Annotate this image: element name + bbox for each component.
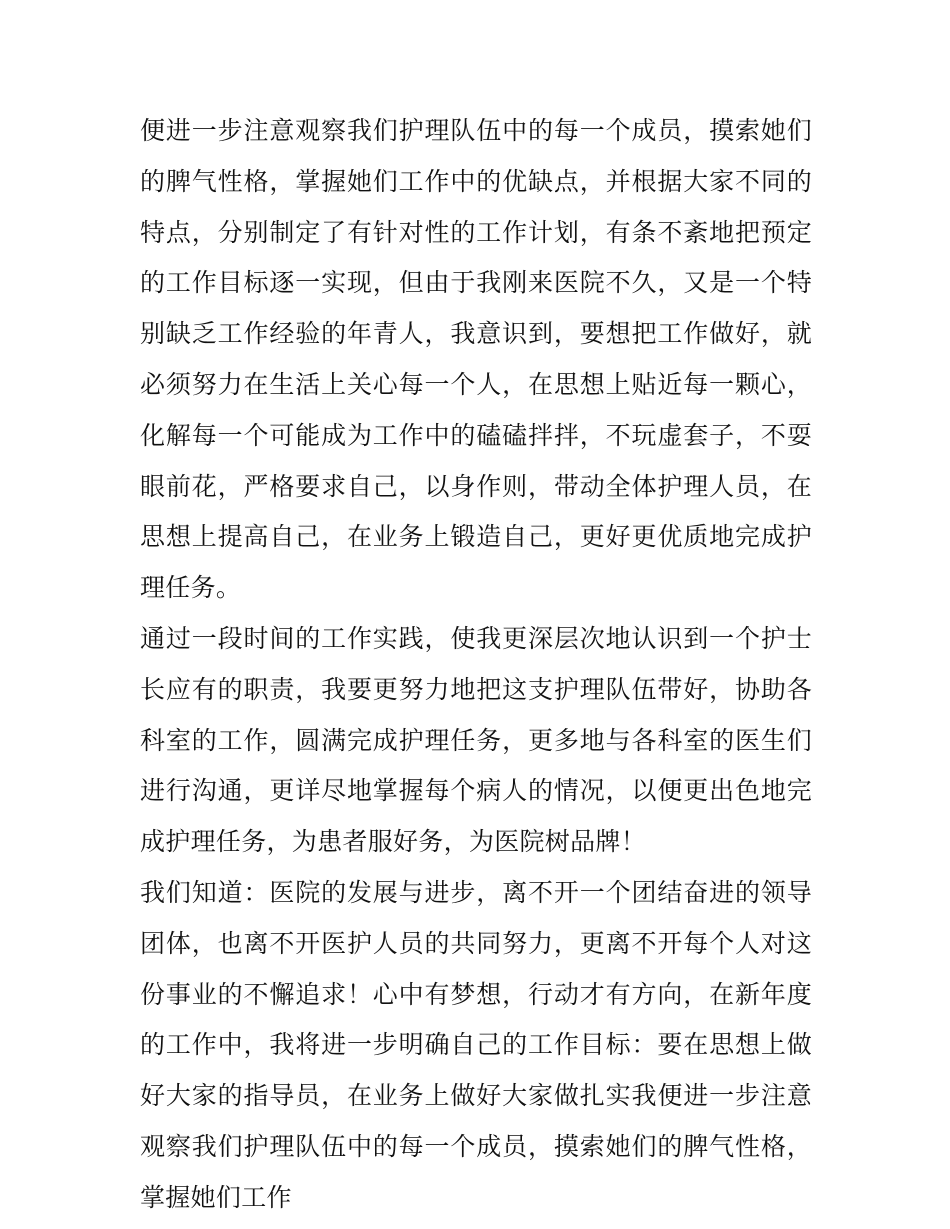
paragraph-2: 通过一段时间的工作实践，使我更深层次地认识到一个护士长应有的职责，我要更努力地把这支护理队伍带好，协助各科室的工作，圆满完成护理任务，更多地与各科室的医生们进行沟通，更详尽地掌握每个病人的情况，以便更出色地完成护理任务，为患者服好务，为医院树品牌！	[140, 623, 812, 857]
paragraph-3: 我们知道：医院的发展与进步，离不开一个团结奋进的领导团体，也离不开医护人员的共同努力，更离不开每个人对这份事业的不懈追求！心中有梦想，行动才有方向，在新年度的工作中，我将进一步明确自己的工作目标：要在思想上做好大家的指导员，在业务上做好大家做扎实我便进一步注意观察我们护理队伍中的每一个成员，摸索她们的脾气性格，掌握她们工作	[140, 877, 812, 1212]
body-text	[140, 106, 812, 1224]
paragraph-1: 便进一步注意观察我们护理队伍中的每一个成员，摸索她们的脾气性格，掌握她们工作中的优缺点，并根据大家不同的特点，分别制定了有针对性的工作计划，有条不紊地把预定的工作目标逐一实现，但由于我刚来医院不久，又是一个特别缺乏工作经验的年青人，我意识到，要想把工作做好，就必须努力在生活上关心每一个人，在思想上贴近每一颗心，化解每一个可能成为工作中的磕磕拌拌，不玩虚套子，不耍眼前花，严格要求自己，以身作则，带动全体护理人员，在思想上提高自己，在业务上锻造自己，更好更优质地完成护理任务。	[140, 116, 812, 603]
